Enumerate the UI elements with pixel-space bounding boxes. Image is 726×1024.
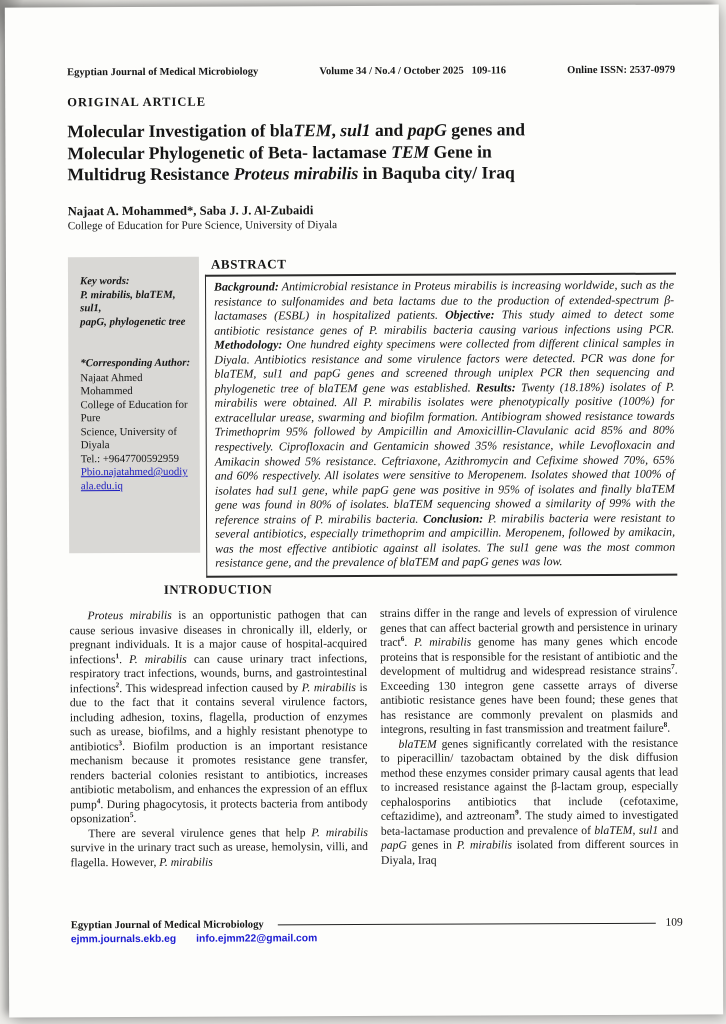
page-footer — [71, 917, 683, 946]
body-columns — [69, 581, 678, 871]
intro-paragraph-3: blaTEM genes significantly correlated with the resistance to piperacillin/ tazobactam obtained by the disk diffusion method these enzymes consider primary causal agents that lead to increased resistance against the β-lactam group, especially cephalosporins antibiotics that include (cefotaxime, ceftazidime), and aztreonam$^9$. The study aimed to investigated beta-lactamase production and prevalence of blaTEM, sul1 and papG genes in P. mirabilis isolated from different sources in Diyala, Iraq — [380, 736, 679, 867]
header-volume-info: Volume 34 / No.4 / October 2025 109-116 — [319, 65, 507, 78]
abstract-heading: ABSTRACT — [210, 256, 287, 272]
affiliation-line: College of Education for Pure Science, University of Diyala — [67, 219, 338, 233]
footer-links-row — [71, 932, 683, 946]
footer-website-link[interactable]: ejmm.journals.ekb.eg — [70, 933, 177, 946]
footer-top-row — [71, 917, 683, 932]
abstract-column — [205, 255, 677, 578]
corresponding-author-label: *Corresponding Author: — [80, 356, 191, 370]
article-type-label: ORIGINAL ARTICLE — [67, 94, 207, 110]
abstract-text: Background: Antimicrobial resistance in Proteus mirabilis is increasing worldwide, such as the resistance to sulfonamides and beta lactams due to the production of extended-spectrum β-lactamases (ESBL) in hospitalized patients. Objective: This study aimed to detect some antibiotic resistance genes of P. mirabilis bacteria causing various infections using PCR. Methodology: One hundred eighty specimens were collected from different clinical samples in Diyala. Antibiotics resistance and some virulence factors were detected. PCR was done for blaTEM, sul1 and papG genes and screened through uniplex PCR then sequencing and phylogenetic tree of blaTEM gene was established. Results: Twenty (18.18%) isolates of P. mirabilis were obtained. All P. mirabilis isolates were phenotypically positive (100%) for extracellular urease, swarming and biofilm formation. Antibiogram showed resistance towards Trimethoprim 95% followed by Ampicillin and Amoxicillin-Clavulanic acid 85% and 80% respectively. Ciprofloxacin and Gentamicin showed 35% resistance, while Levofloxacin and Amikacin showed 5% resistance. Ceftriaxone, Azithromycin and Cefixime showed 70%, 65% and 60% respectively. All isolates were sensitive to Meropenem. Isolates showed that 100% of isolates had sul1 gene, while papG gene was positive in 95% of isolates and finally blaTEM gene was found in 80% of isolates. blaTEM sequencing showed a similarity of 99% with the reference strains of P. mirabilis bacteria. Conclusion: P. mirabilis bacteria were resistant to several antibiotics, especially trimethoprim and ampicillin. Meropenem, followed by amikacin, was the most effective antibiotic against all isolates. The sul1 gene was the most common resistance gene, and the prevalence of blaTEM and papG genes was low. — [205, 273, 677, 578]
intro-paragraph-1: Proteus mirabilis is an opportunistic pathogen that can cause serious invasive diseases in chronically ill, elderly, or pregnant individuals. It is a major cause of hospital-acquired infections$^1$. P. mirabilis can cause urinary tract infections, respiratory tract infections, wounds, burns, and gastrointestinal infections$^2$. This widespread infection caused by P. mirabilis is due to the fact that it contains several virulence factors, including adhesion, toxins, flagella, production of enzymes such as urease, biofilms, and a highly resistant phenotype to antibiotics$^3$. Biofilm production is an important resistance mechanism because it promotes resistance gene transfer, renders bacterial colonies resistant to antibiotics, increases antibiotic metabolism, and enhances the expression of an efflux pump$^4$. During phagocytosis, it protects bacteria from antibody opsonization$^5$. — [69, 607, 368, 826]
body-column-right — [380, 581, 679, 869]
intro-paragraph-2: There are several virulence genes that help P. mirabilis survive in the urinary tract such as urease, hemolysin, villi, and flagella. However, P. mirabilis — [70, 825, 368, 869]
page-header — [67, 65, 675, 79]
intro-paragraph-2-continued: strains differ in the range and levels of expression of virulence genes that can affect bacterial growth and persistence in urinary tract$^6$. P. mirabilis genome has many genes which encode proteins that is responsible for the resistant of antibiotic and the development of multidrug and widespread resistance strains$^7$. Exceeding 130 integron gene cassette arrays of diverse antibiotic resistance genes have been found; these genes that has resistance are commonly prevalent on plasmids and integrons, resulting in fast transmission and treatment failure$^8$. — [379, 605, 678, 736]
paper-page — [5, 4, 723, 1017]
authors-line: Najaat A. Mohammed*, Saba J. J. Al-Zubaidi — [67, 203, 314, 219]
article-title: Molecular Investigation of blaTEM, sul1 and papG genes and Molecular Phylogenetic of Beta- lactamase TEM Gene in Multidrug Resistance Proteus mirabilis in Baquba city/ Iraq — [67, 119, 526, 185]
introduction-heading: INTRODUCTION — [163, 582, 273, 597]
footer-journal-name: Egyptian Journal of Medical Microbiology — [70, 918, 264, 931]
corresponding-author-details: Najaat Ahmed Mohammed College of Education for Pure Science, University of Diyala Tel.: +9647700592959 — [80, 371, 188, 465]
keywords-list: P. mirabilis, blaTEM, sul1, papG, phylogenetic tree — [80, 288, 186, 328]
keywords-label: Key words: — [79, 275, 130, 288]
keywords-box — [68, 257, 200, 554]
header-issn: Online ISSN: 2537-0979 — [567, 64, 676, 77]
footer-rule — [278, 922, 656, 925]
footer-email-link[interactable]: info.ejmm22@gmail.com — [196, 933, 318, 945]
body-column-left — [69, 582, 368, 870]
header-journal-name: Egyptian Journal of Medical Microbiology — [67, 66, 259, 79]
corresponding-email-link[interactable]: Pbio.najatahmed@uodiyala.edu.iq — [80, 465, 188, 492]
abstract-section — [68, 255, 677, 579]
footer-page-number: 109 — [665, 916, 683, 929]
